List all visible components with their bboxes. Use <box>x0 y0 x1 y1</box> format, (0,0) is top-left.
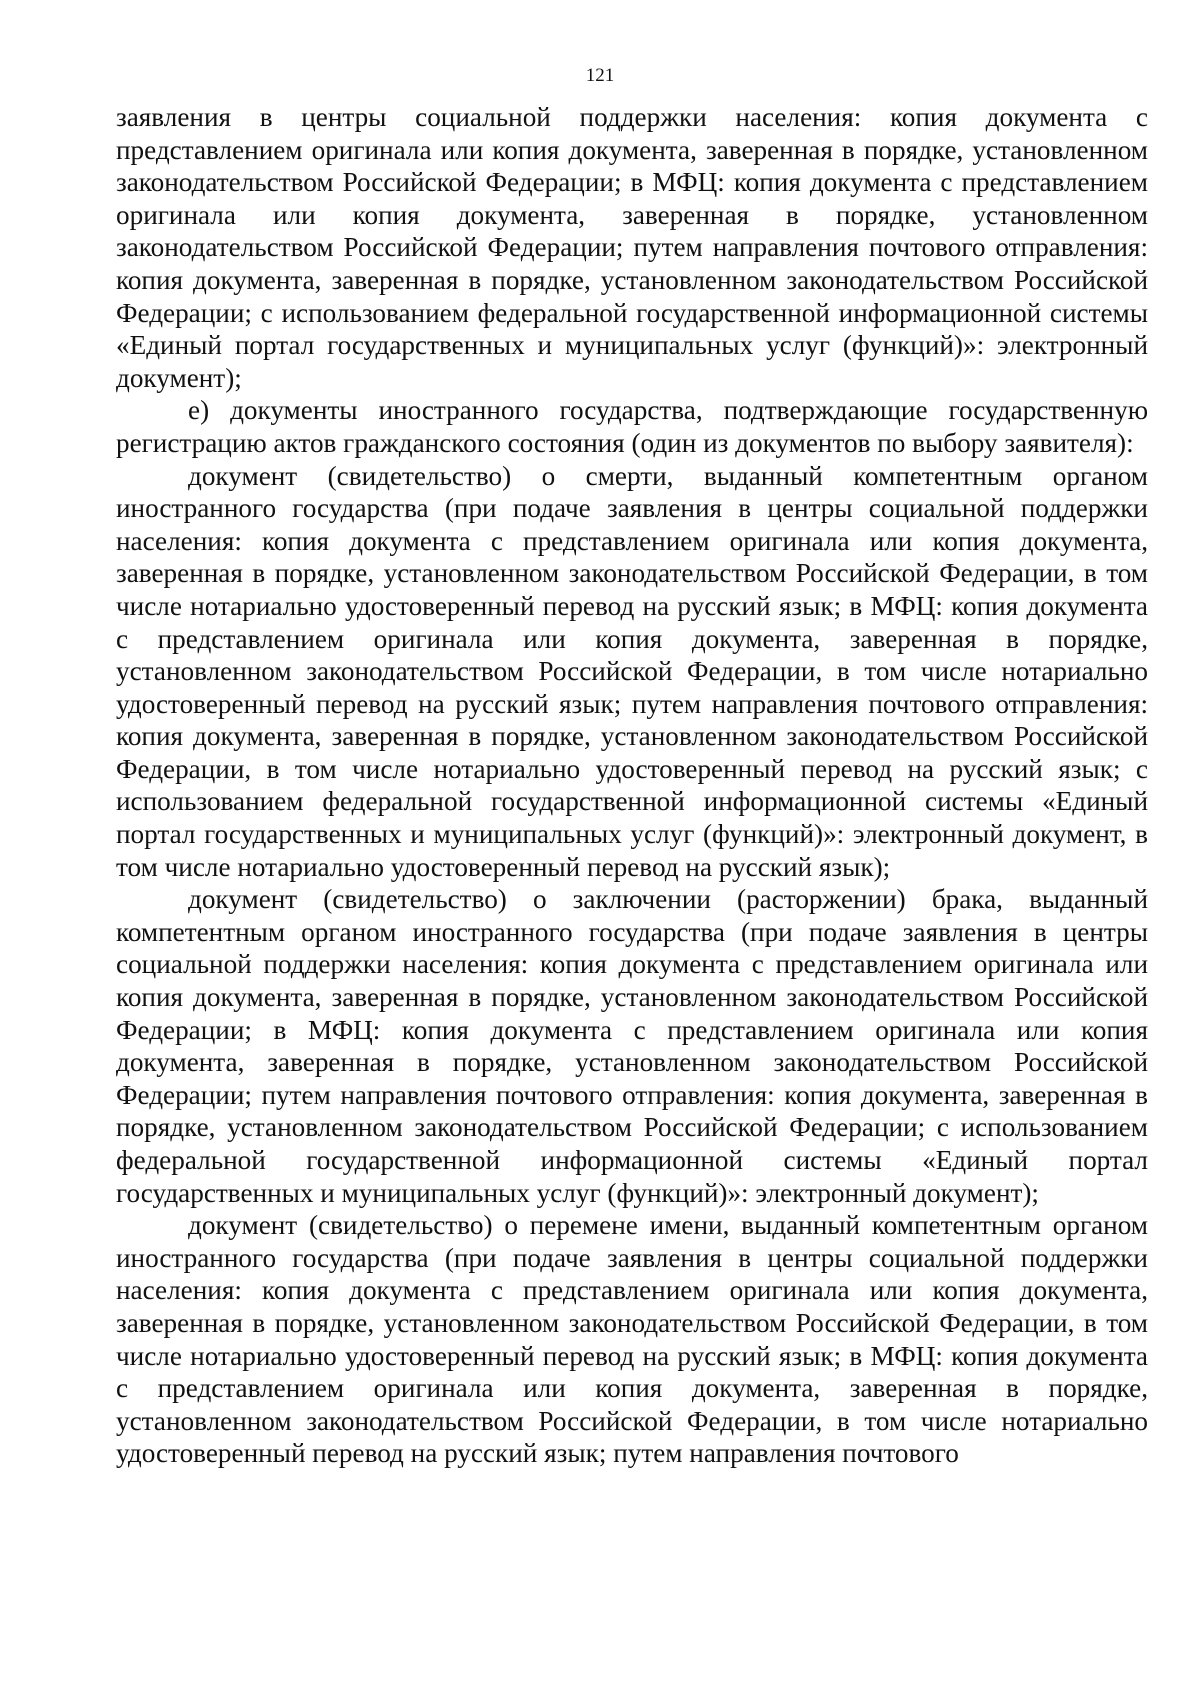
paragraph-continuation: заявления в центры социальной поддержки населения: копия документа с представлением оригинала или копия документа, заверенная в порядке, установленном законодательством Российской Федерации; в МФЦ: копия документа с представлением оригинала или копия документа, заверенная в порядке, установленном законодательством Российской Федерации; путем направления почтового отправления: копия документа, заверенная в порядке, установленном законодательством Российской Федерации; с использованием федеральной государственной информационной системы «Единый портал государственных и муниципальных услуг (функций)»: электронный документ); <box>116 102 1148 393</box>
paragraph-death-certificate: документ (свидетельство) о смерти, выданный компетентным органом иностранного государства (при подаче заявления в центры социальной поддержки населения: копия документа с представлением оригинала или копия документа, заверенная в порядке, установленном законодательством Российской Федерации, в том числе нотариально удостоверенный перевод на русский язык; в МФЦ: копия документа с представлением оригинала или копия документа, заверенная в порядке, установленном законодательством Российской Федерации, в том числе нотариально удостоверенный перевод на русский язык; путем направления почтового отправления: копия документа, заверенная в порядке, установленном законодательством Российской Федерации, в том числе нотариально удостоверенный перевод на русский язык; с использованием федеральной государственной информационной системы «Единый портал государственных и муниципальных услуг (функций)»: электронный документ, в том числе нотариально удостоверенный перевод на русский язык); <box>116 460 1148 882</box>
paragraph-marriage-certificate: документ (свидетельство) о заключении (расторжении) брака, выданный компетентным органом иностранного государства (при подаче заявления в центры социальной поддержки населения: копия документа с представлением оригинала или копия документа, заверенная в порядке, установленном законодательством Российской Федерации; в МФЦ: копия документа с представлением оригинала или копия документа, заверенная в порядке, установленном законодательством Российской Федерации; путем направления почтового отправления: копия документа, заверенная в порядке, установленном законодательством Российской Федерации; с использованием федеральной государственной информационной системы «Единый портал государственных и муниципальных услуг (функций)»: электронный документ); <box>116 884 1148 1208</box>
paragraph-name-change-certificate: документ (свидетельство) о перемене имени, выданный компетентным органом иностранного государства (при подаче заявления в центры социальной поддержки населения: копия документа с представлением оригинала или копия документа, заверенная в порядке, установленном законодательством Российской Федерации, в том числе нотариально удостоверенный перевод на русский язык; в МФЦ: копия документа с представлением оригинала или копия документа, заверенная в порядке, установленном законодательством Российской Федерации, в том числе нотариально удостоверенный перевод на русский язык; путем направления почтового <box>116 1210 1148 1469</box>
paragraph-item-e: е) документы иностранного государства, подтверждающие государственную регистрацию актов гражданского состояния (один из документов по выбору заявителя): <box>116 395 1148 458</box>
page-number: 121 <box>585 65 615 86</box>
document-body <box>116 101 1148 1470</box>
